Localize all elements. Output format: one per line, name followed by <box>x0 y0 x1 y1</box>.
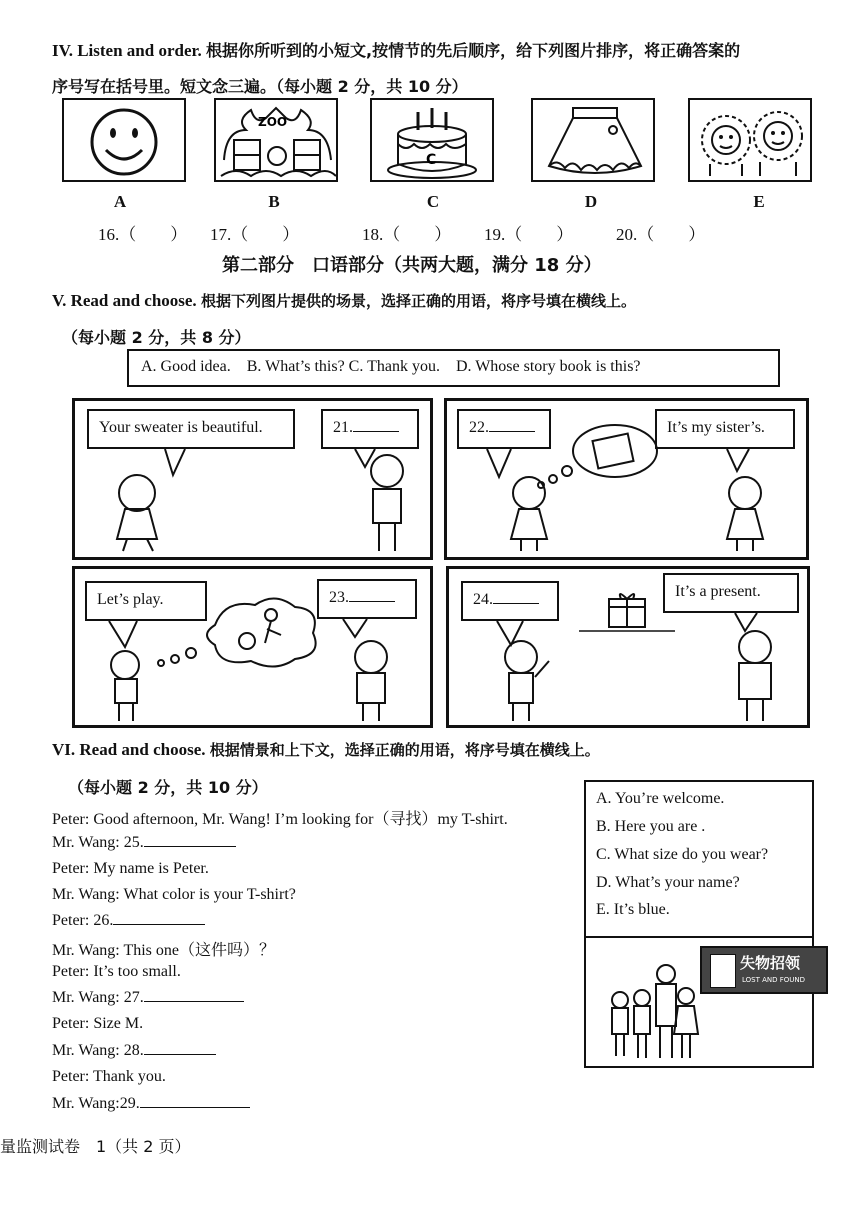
section5-heading-cn: 根据下列图片提供的场景，选择正确的用语，将序号填在横线上。 <box>200 292 636 310</box>
dialog-line-11: Peter: Thank you. <box>52 1068 166 1085</box>
scene3-q23-label: 23. <box>329 589 349 606</box>
scene-4 <box>446 566 810 728</box>
letter-e: E <box>753 192 765 211</box>
section6-option-c: C. What size do you wear? <box>596 846 769 863</box>
dialog-line-1: Peter: Good afternoon, Mr. Wang! I’m looking for（寻找）my T-shirt. <box>52 811 508 828</box>
scene2-figures-icon <box>447 401 812 563</box>
section6-heading-cn: 根据情景和上下文，选择正确的用语，将序号填在横线上。 <box>209 741 600 759</box>
section6-heading-en: VI. Read and choose. <box>52 740 206 759</box>
q29-blank[interactable] <box>140 1107 250 1108</box>
letter-b: B <box>268 192 280 211</box>
section6-heading <box>52 739 600 760</box>
dialog-line-7: Peter: It’s too small. <box>52 963 181 980</box>
scene-3 <box>72 566 433 728</box>
letter-d: D <box>584 192 598 211</box>
scene-1 <box>72 398 433 560</box>
lost-and-found-picture <box>584 936 814 1068</box>
dialog-line-3: Peter: My name is Peter. <box>52 860 209 877</box>
page-footer: 量监测试卷 1（共 2 页） <box>0 1137 191 1156</box>
picture-e-lions <box>688 98 812 182</box>
letter-a: A <box>113 192 127 211</box>
sign-text-en: LOST AND FOUND <box>742 976 806 984</box>
dialog-line-2: Mr. Wang: 25. <box>52 834 236 852</box>
part2-title: 第二部分 口语部分（共两大题，满分 18 分） <box>222 255 602 276</box>
zoo-gate-icon <box>216 100 340 184</box>
picture-d-skirt <box>531 98 655 182</box>
scene2-right-bubble: It’s my sister’s. <box>655 409 795 449</box>
scene3-figures-icon <box>75 569 436 731</box>
q27-blank[interactable] <box>144 1001 244 1002</box>
cake-letter: C <box>426 152 437 168</box>
skirt-icon <box>533 100 657 184</box>
section5-heading <box>52 290 636 311</box>
scene4-q24-label: 24. <box>473 591 493 608</box>
dialog-line-9: Peter: Size M. <box>52 1015 144 1032</box>
dialog-line-10: Mr. Wang: 28. <box>52 1042 216 1060</box>
people-group-icon <box>586 938 816 1070</box>
answer-17[interactable]: 17.（ ） <box>210 225 300 244</box>
lions-icon <box>690 100 814 184</box>
scene1-figures-icon <box>75 401 436 563</box>
dialog-line-12: Mr. Wang:29. <box>52 1095 250 1113</box>
birthday-cake-icon <box>372 100 496 184</box>
section5-heading-en: V. Read and choose. <box>52 291 197 310</box>
letter-c: C <box>426 192 440 211</box>
section6-option-a: A. You’re welcome. <box>596 790 725 807</box>
section4-heading-en: IV. Listen and order. <box>52 41 202 60</box>
answer-16[interactable]: 16.（ ） <box>98 225 188 244</box>
scene4-right-bubble: It’s a present. <box>663 573 799 613</box>
section5-score: （每小题 2 分，共 8 分） <box>62 328 251 347</box>
scene4-figures-icon <box>449 569 813 731</box>
scene1-q21-label: 21. <box>333 419 353 436</box>
dialog-line-8: Mr. Wang: 27. <box>52 989 244 1007</box>
dialog-line-5: Peter: 26. <box>52 912 205 930</box>
q28-blank[interactable] <box>144 1054 216 1055</box>
q26-blank[interactable] <box>113 924 205 925</box>
answer-18[interactable]: 18.（ ） <box>362 225 452 244</box>
dialog-line-6: Mr. Wang: This one（这件吗）？ <box>52 942 276 959</box>
picture-c-cake <box>370 98 494 182</box>
scene1-left-bubble: Your sweater is beautiful. <box>87 409 295 449</box>
section6-option-d: D. What’s your name? <box>596 874 740 891</box>
svg-text:ZOO: ZOO <box>258 115 288 129</box>
section4-heading-cn1: 根据你所听到的小短文,按情节的先后顺序，给下列图片排序，将正确答案的 <box>205 41 741 60</box>
smiley-face-icon <box>64 100 188 184</box>
answer-19[interactable]: 19.（ ） <box>484 225 574 244</box>
section6-option-e: E. It’s blue. <box>596 901 670 918</box>
scene3-left-bubble: Let’s play. <box>85 581 207 621</box>
answer-20[interactable]: 20.（ ） <box>616 225 706 244</box>
picture-b-zoo <box>214 98 338 182</box>
scene2-q22-label: 22. <box>469 419 489 436</box>
section4-heading-line2: 序号写在括号里。短文念三遍。（每小题 2 分，共 10 分） <box>52 77 468 96</box>
dialog-line-4: Mr. Wang: What color is your T-shirt? <box>52 886 296 903</box>
scene-2 <box>444 398 809 560</box>
section6-score: （每小题 2 分，共 10 分） <box>68 778 268 797</box>
q25-blank[interactable] <box>144 846 236 847</box>
section6-option-b: B. Here you are . <box>596 818 706 835</box>
sign-text-cn: 失物招领 <box>740 954 801 972</box>
picture-a-smiley <box>62 98 186 182</box>
section5-options-box: A. Good idea. B. What’s this? C. Thank you. D. Whose story book is this? <box>127 349 780 387</box>
section4-heading-line1 <box>52 38 740 61</box>
